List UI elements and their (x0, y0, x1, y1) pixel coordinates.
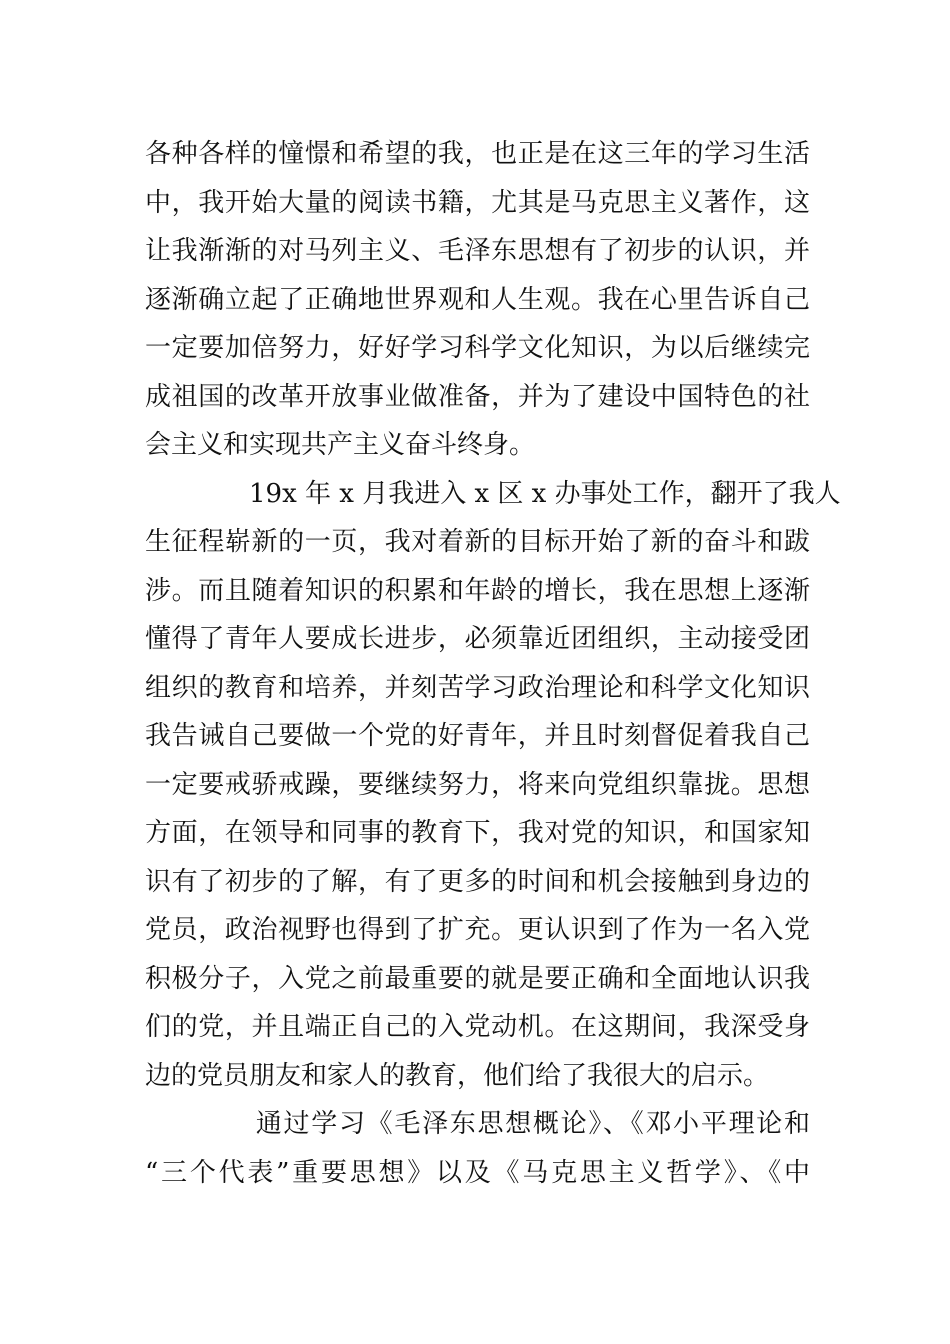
text-line: 中，我开始大量的阅读书籍，尤其是马克思主义著作，这 (145, 187, 810, 218)
text-line: 组织的教育和培养，并刻苦学习政治理论和科学文化知识 (145, 672, 810, 703)
text-line: 们的党，并且端正自己的入党动机。在这期间，我深受身 (145, 1012, 810, 1042)
text-line: 积极分子，入党之前最重要的就是要正确和全面地认识我 (145, 963, 810, 994)
text-line: 涉。而且随着知识的积累和年龄的增长，我在思想上逐渐 (145, 575, 810, 606)
text-line: 会主义和实现共产主义奋斗终身。 (145, 430, 536, 460)
text-line: 通过学习《毛泽东思想概论》、《邓小平理论和 (145, 1109, 810, 1139)
text-line: 19x 年 x 月我进入 x 区 x 办事处工作，翻开了我人 (145, 478, 841, 509)
text-line: 逐渐确立起了正确地世界观和人生观。我在心里告诉自己 (145, 284, 810, 315)
text-line: 懂得了青年人要成长进步，必须靠近团组织，主动接受团 (145, 624, 810, 654)
text-line: 我告诫自己要做一个党的好青年，并且时刻督促着我自己 (145, 721, 810, 751)
text-line: 各种各样的憧憬和希望的我，也正是在这三年的学习生活 (145, 139, 810, 169)
text-line: 边的党员朋友和家人的教育，他们给了我很大的启示。 (145, 1060, 770, 1091)
text-line: 方面，在领导和同事的教育下，我对党的知识，和国家知 (145, 818, 810, 848)
text-line: 党员，政治视野也得到了扩充。更认识到了作为一名入党 (145, 915, 810, 945)
text-line: 让我渐渐的对马列主义、毛泽东思想有了初步的认识，并 (145, 236, 810, 266)
text-line: “三个代表”重要思想》以及《马克思主义哲学》、《中 (145, 1157, 810, 1188)
text-line: 生征程崭新的一页，我对着新的目标开始了新的奋斗和跋 (145, 527, 810, 557)
text-line: 识有了初步的了解，有了更多的时间和机会接触到身边的 (145, 866, 810, 897)
body-text (145, 130, 841, 1197)
text-line: 成祖国的改革开放事业做准备，并为了建设中国特色的社 (145, 381, 810, 412)
text-line: 一定要加倍努力，好好学习科学文化知识，为以后继续完 (145, 333, 810, 363)
text-line: 一定要戒骄戒躁，要继续努力，将来向党组织靠拢。思想 (145, 769, 810, 800)
